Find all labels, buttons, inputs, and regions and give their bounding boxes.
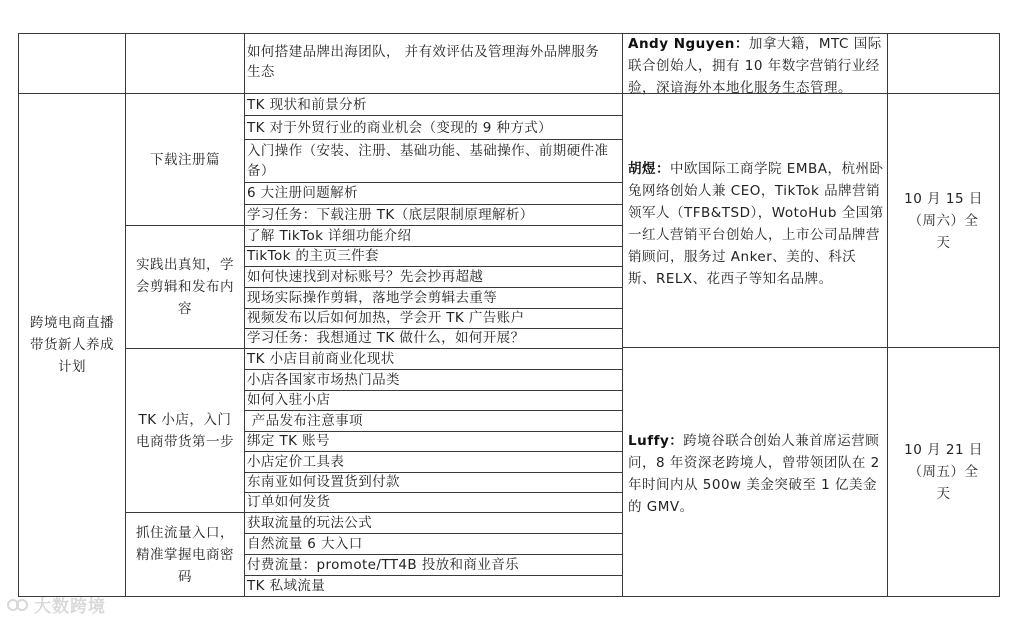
- module-title: 抓住流量入口，精准掌握电商密码: [136, 524, 234, 585]
- watermark-text: 大数跨境: [34, 597, 106, 617]
- speaker-name: Andy Nguyen：: [628, 36, 749, 52]
- topic-cell: 学习任务：我想通过 TK 做什么，如何开展？: [247, 330, 525, 346]
- speaker-name: 胡煜：: [628, 161, 670, 177]
- topic-cell: 产品发布注意事项: [247, 413, 363, 429]
- rule: [622, 33, 623, 597]
- speaker-cell: [628, 430, 884, 518]
- topic-cell: TK 现状和前景分析: [247, 97, 367, 113]
- rule: [244, 139, 622, 140]
- topic-cell: 如何入驻小店: [247, 392, 331, 408]
- date-cell: 10 月 21 日（周五）全天: [904, 442, 983, 502]
- rule: [18, 596, 999, 597]
- speaker-desc: 跨境谷联合创始人兼首席运营顾问，8 年资深老跨境人，曾带领团队在 2 年时间内从 500w 美金突破至 1 亿美金的 GMV。: [628, 433, 880, 515]
- topic-cell: 绑定 TK 账号: [247, 433, 330, 449]
- topic-cell: 自然流量 6 大入口: [247, 536, 363, 552]
- program-name: 跨境电商直播带货新人养成计划: [30, 315, 114, 375]
- date-cell: 10 月 15 日（周六）全天: [904, 190, 983, 251]
- module-title: 实践出真知，学会剪辑和发布内容: [136, 257, 234, 317]
- topic-cell: 小店定价工具表: [247, 454, 345, 470]
- topic-cell: 东南亚如何设置货到付款: [247, 474, 400, 490]
- watermark: [6, 592, 106, 617]
- topic-cell: 学习任务：下载注册 TK（底层限制原理解析）: [247, 207, 534, 223]
- topic-cell: TK 小店目前商业化现状: [247, 351, 395, 367]
- topic-cell: TK 对于外贸行业的商业机会（变现的 9 种方式）: [247, 120, 553, 136]
- topic-cell: 现场实际操作剪辑，落地学会剪辑去重等: [247, 290, 498, 306]
- speaker-name: Luffy：: [628, 433, 684, 449]
- topic-cell: 视频发布以后如何加热，学会开 TK 广告账户: [247, 310, 525, 326]
- speaker-cell: [628, 158, 884, 290]
- rule: [244, 33, 245, 597]
- topic-cell: 小店各国家市场热门品类: [247, 372, 400, 388]
- topic-cell: TikTok 的主页三件套: [247, 248, 379, 264]
- topic-cell: 获取流量的玩法公式: [247, 515, 373, 531]
- topic-cell: 如何快速找到对标账号？先会抄再超越: [247, 269, 484, 285]
- watermark-logo-icon: [6, 597, 30, 613]
- topic-cell: 付费流量：promote/TT4B 投放和商业音乐: [247, 557, 520, 573]
- topic-cell: 了解 TikTok 详细功能介绍: [247, 228, 412, 244]
- speaker-cell: [628, 33, 884, 99]
- speaker-desc: 加拿大籍，MTC 国际联合创始人，拥有 10 年数字营销行业经验，深谙海外本地化服务生态管理。: [628, 36, 882, 96]
- topic-cell: 入门操作（安装、注册、基础功能、基础操作、前期硬件准备）: [247, 143, 609, 179]
- module-title: 下载注册篇: [150, 151, 220, 168]
- rule: [244, 115, 622, 116]
- topic-cell: TK 私域流量: [247, 578, 326, 594]
- speaker-desc: 中欧国际工商学院 EMBA，杭州卧兔网络创始人兼 CEO，TikTok 品牌营销领军人（TFB&TSD），WotoHub 全国第一红人营销平台创始人，上市公司品牌营销顾问，服务过 Anker、美的、科沃斯、RELX、花西子等知名品牌。: [628, 161, 884, 287]
- module-title: TK 小店，入门电商带货第一步: [136, 411, 234, 450]
- topic-cell: 6 大注册问题解析: [247, 185, 358, 201]
- topic-cell: 订单如何发货: [247, 494, 331, 510]
- rule: [999, 33, 1000, 597]
- topic-cell: 如何搭建品牌出海团队， 并有效评估及管理海外品牌服务生态: [247, 44, 600, 80]
